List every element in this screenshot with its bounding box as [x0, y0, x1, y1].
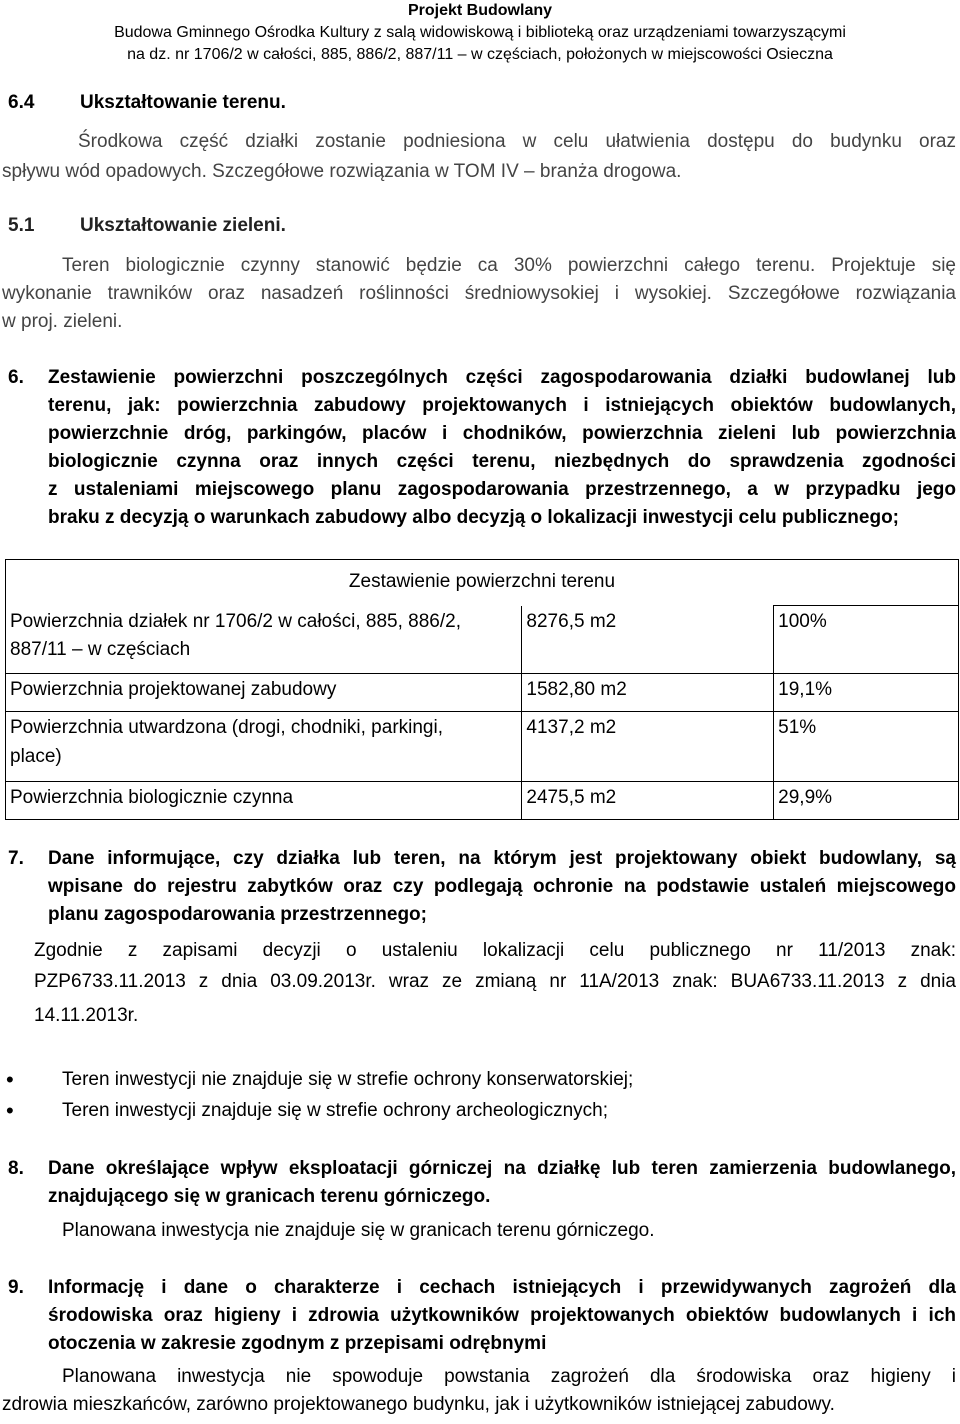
section-5-1-para-line-1: Teren biologicznie czynny stanowić będzie ca 30% powierzchni całego terenu. Projektuje się	[62, 255, 956, 276]
section-9-para-line-2: zdrowia mieszkańców, zarówno projektowanego budynku, jak i użytkowników istniejącej zabudowy.	[2, 1394, 835, 1415]
table-row	[6, 606, 959, 674]
section-6-4-number: 6.4	[8, 92, 35, 113]
table-cell-label: Powierzchnia projektowanej zabudowy	[6, 674, 522, 712]
section-6-line-6: braku z decyzją o warunkach zabudowy albo decyzją o lokalizacji inwestycji celu publicznego;	[48, 507, 900, 528]
section-5-1-para-line-3: w proj. zieleni.	[2, 311, 123, 332]
section-8-line-2: znajdującego się w granicach terenu górniczego.	[48, 1186, 491, 1207]
section-7-line-1: Dane informujące, czy działka lub teren, na którym jest projektowany obiekt budowlany, są	[48, 848, 956, 869]
bullet-icon: •	[6, 1098, 14, 1123]
table-cell-pct: 51%	[774, 712, 959, 782]
section-7-para-line-1: Zgodnie z zapisami decyzji o ustaleniu lokalizacji celu publicznego nr 11/2013 znak:	[34, 940, 956, 961]
table-cell-area: 2475,5 m2	[522, 782, 774, 820]
table-row	[6, 782, 959, 820]
section-5-1-para-line-2: wykonanie trawników oraz nasadzeń roślinności średniowysokiej i wysokiej. Szczegółowe rozwiązania	[2, 283, 956, 304]
section-6-line-5: z ustaleniami miejscowego planu zagospodarowania przestrzennego, a w przypadku jego	[48, 479, 956, 500]
table-cell-pct: 100%	[774, 606, 959, 674]
section-8-line-1: Dane określające wpływ eksploatacji górniczej na działkę lub teren zamierzenia budowlanego,	[48, 1158, 956, 1179]
section-7-para-line-3: 14.11.2013r.	[34, 1005, 139, 1026]
section-5-1-title: Ukształtowanie zieleni.	[80, 215, 286, 236]
row-label-line-1: Powierzchnia utwardzona (drogi, chodniki, parkingi,	[10, 717, 444, 738]
section-9-line-2: środowiska oraz higieny i zdrowia użytkowników projektowanych obiektów budowlanych i ich	[48, 1305, 956, 1326]
row-label-line-1: Powierzchnia działek nr 1706/2 w całości, 885, 886/2,	[10, 610, 461, 632]
header-title: Projekt Budowlany	[407, 2, 553, 19]
area-summary-table	[5, 559, 959, 820]
section-7-line-3: planu zagospodarowania przestrzennego;	[48, 904, 427, 925]
section-9-line-1: Informację i dane o charakterze i cechach istniejących i przewidywanych zagrożeń dla	[48, 1277, 956, 1298]
table-cell-label	[6, 606, 522, 674]
table-row	[6, 674, 959, 712]
section-8-number: 8.	[8, 1158, 24, 1179]
table-row	[6, 712, 959, 782]
section-6-line-4: biologicznie czynna oraz innych części terenu, niezbędnych do sprawdzenia zgodności	[48, 451, 956, 472]
section-6-line-3: powierzchnie dróg, parkingów, placów i chodników, powierzchnia zieleni lub powierzchnia	[48, 423, 956, 444]
section-9-para-line-1: Planowana inwestycja nie spowoduje powstania zagrożeń dla środowiska oraz higieny i	[62, 1366, 956, 1387]
table-cell-area: 8276,5 m2	[522, 606, 774, 674]
row-label-line-2: 887/11 – w częściach	[10, 639, 191, 660]
table-cell-area: 1582,80 m2	[522, 674, 774, 712]
table-cell-label: Powierzchnia biologicznie czynna	[6, 782, 522, 820]
table-cell-pct: 29,9%	[774, 782, 959, 820]
section-7-para-line-2: PZP6733.11.2013 z dnia 03.09.2013r. wraz ze zmianą nr 11A/2013 znak: BUA6733.11.2013 z dnia	[34, 971, 956, 992]
header-line-2: na dz. nr 1706/2 w całości, 885, 886/2, 887/11 – w częściach, położonych w miejscowości Osieczna	[127, 46, 833, 63]
section-6-number: 6.	[8, 367, 24, 388]
list-item: Teren inwestycji znajduje się w strefie ochrony archeologicznych;	[62, 1100, 608, 1121]
table-caption-row	[6, 560, 959, 606]
section-7-number: 7.	[8, 848, 24, 869]
section-6-4-para-line-1: Środkowa część działki zostanie podniesiona w celu ułatwienia dostępu do budynku oraz	[78, 131, 956, 152]
section-8-para: Planowana inwestycja nie znajduje się w granicach terenu górniczego.	[62, 1220, 655, 1241]
header-line-1: Budowa Gminnego Ośrodka Kultury z salą widowiskową i biblioteką oraz urządzeniami towarzyszącymi	[114, 24, 846, 41]
table-cell-label	[6, 712, 522, 782]
table-caption: Zestawienie powierzchni terenu	[6, 560, 959, 606]
section-6-4-title: Ukształtowanie terenu.	[80, 92, 286, 113]
section-6-4-para-line-2: spływu wód opadowych. Szczegółowe rozwiązania w TOM IV – branża drogowa.	[2, 161, 682, 182]
section-9-number: 9.	[8, 1277, 24, 1298]
section-9-line-3: otoczenia w zakresie zgodnym z przepisami odrębnymi	[48, 1333, 547, 1354]
section-6-line-2: terenu, jak: powierzchnia zabudowy projektowanych i istniejących obiektów budowlanych,	[48, 395, 956, 416]
list-item: Teren inwestycji nie znajduje się w strefie ochrony konserwatorskiej;	[62, 1069, 634, 1090]
section-6-line-1: Zestawienie powierzchni poszczególnych części zagospodarowania działki budowlanej lub	[48, 367, 956, 388]
bullet-icon: •	[6, 1067, 14, 1092]
section-7-line-2: wpisane do rejestru zabytków oraz czy podlegają ochronie na podstawie ustaleń miejscowego	[48, 876, 956, 897]
table-cell-pct: 19,1%	[774, 674, 959, 712]
row-label-line-2: place)	[10, 745, 62, 767]
table-cell-area: 4137,2 m2	[522, 712, 774, 782]
section-5-1-number: 5.1	[8, 215, 35, 236]
